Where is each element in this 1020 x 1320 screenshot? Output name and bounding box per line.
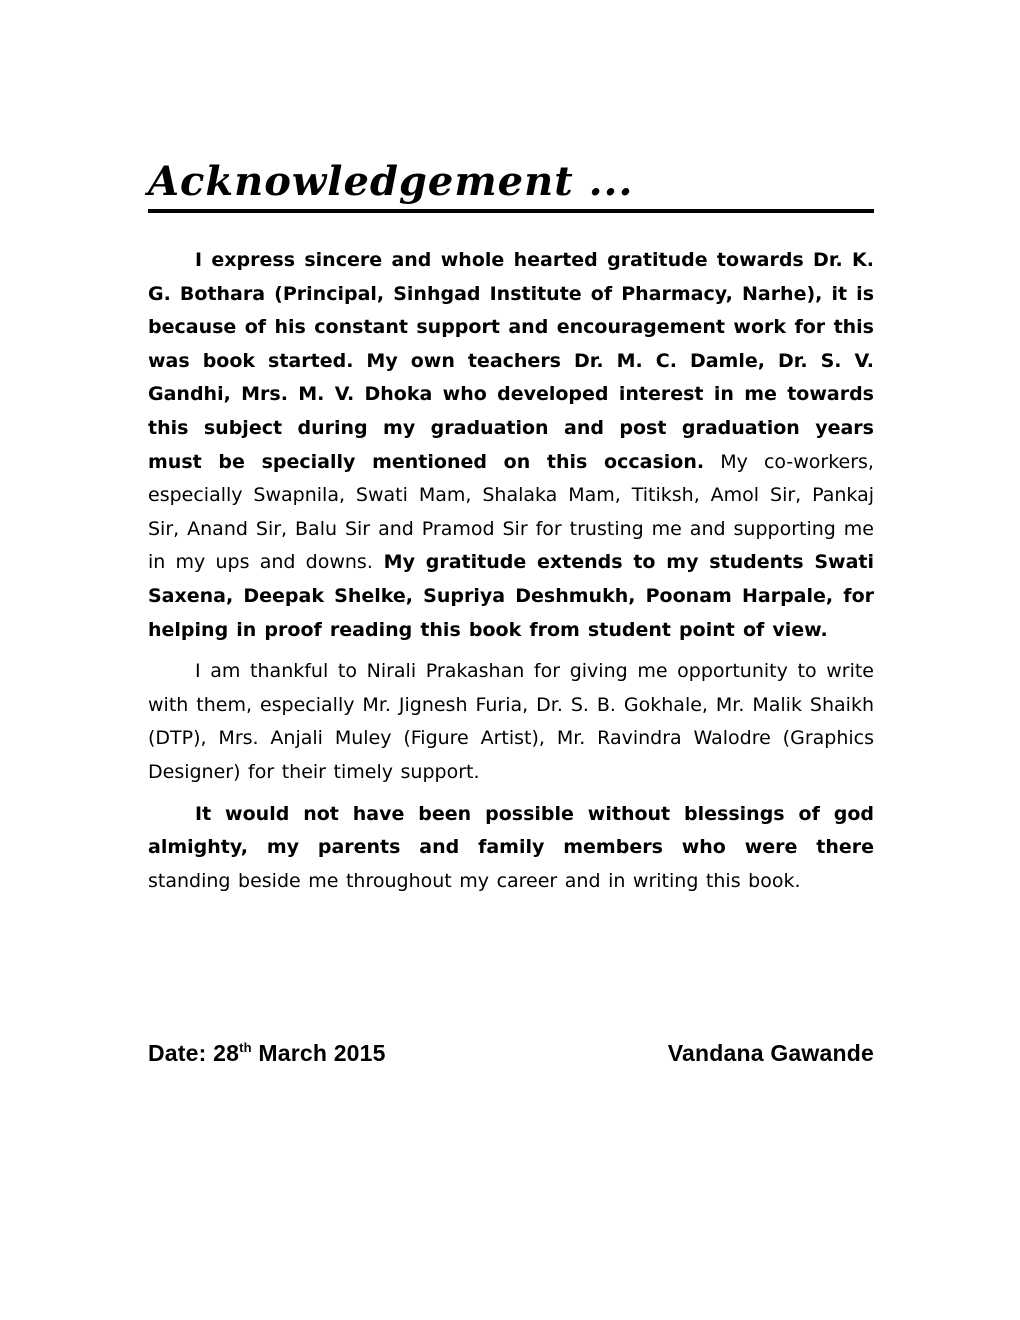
page-title: Acknowledgement ...	[148, 158, 634, 205]
date-prefix: Date: 28	[148, 1040, 240, 1066]
paragraph-3-segment-bold: It would not have been possible without blessings of god almighty, my parents and family members who were there	[148, 802, 874, 859]
paragraph-1-segment-bold-1: I express sincere and whole hearted gratitude towards Dr. K. G. Bothara (Principal, Sinhgad Institute of Pharmacy, Narhe), it is because of his constant support and encouragement work for this was book started. My own teachers Dr. M. C. Damle, Dr. S. V. Gandhi, Mrs. M. V. Dhoka who developed interest in me towards this subject during my graduation and post graduation years must be specially mentioned on this occasion.	[148, 249, 874, 473]
author-name: Vandana Gawande	[667, 1040, 874, 1066]
paragraph-1-segment-regular: My co-workers, especially Swapnila, Swati Mam, Shalaka Mam, Titiksh, Amol Sir, Pankaj Sir, Anand Sir, Balu Sir and Pramod Sir for trusting me and supporting me in my ups and downs.	[148, 450, 874, 574]
date-text	[148, 1040, 386, 1067]
paragraph-1-segment-bold-2: My gratitude extends to my students Swati Saxena, Deepak Shelke, Supriya Deshmukh, Poonam Harpale, for helping in proof reading this book from student point of view.	[148, 551, 874, 641]
title-underline-rule	[148, 209, 874, 213]
page-content	[148, 158, 874, 906]
acknowledgement-paragraph-3	[148, 798, 874, 899]
date-ordinal-suffix: th	[239, 1040, 252, 1055]
page-footer	[148, 1040, 874, 1067]
acknowledgement-paragraph-2	[148, 655, 874, 789]
acknowledgement-paragraph-1	[148, 244, 874, 647]
paragraph-2-segment: I am thankful to Nirali Prakashan for giving me opportunity to write with them, especially Mr. Jignesh Furia, Dr. S. B. Gokhale, Mr. Malik Shaikh (DTP), Mrs. Anjali Muley (Figure Artist), Mr. Ravindra Walodre (Graphics Designer) for their timely support.	[148, 660, 874, 783]
date-suffix: March 2015	[251, 1040, 386, 1066]
paragraph-3-segment-regular: standing beside me throughout my career and in writing this book.	[148, 869, 801, 892]
